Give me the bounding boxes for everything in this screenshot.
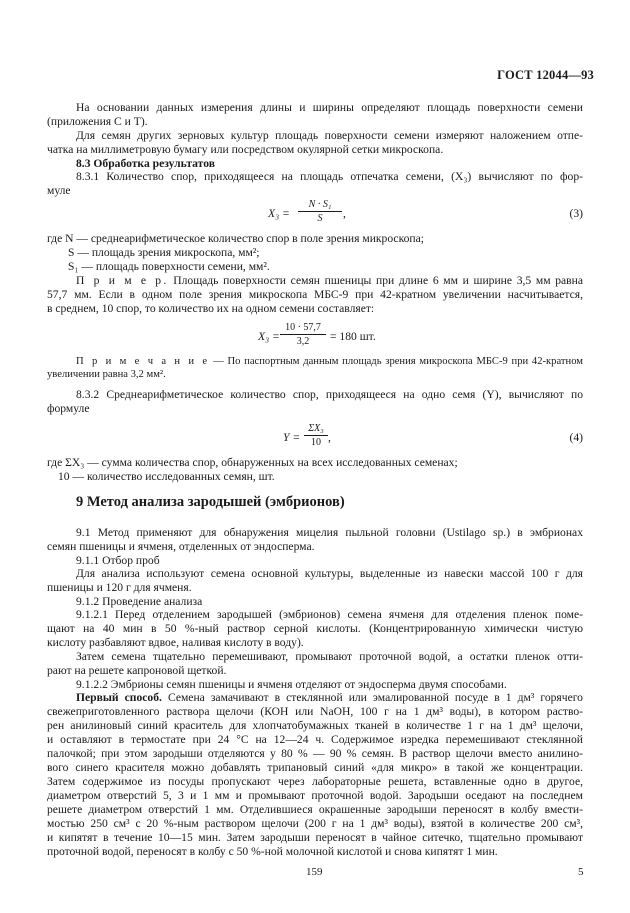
note-line: [76, 355, 583, 368]
paragraph-line: (приложения С и Т).: [47, 115, 148, 128]
formula-fraction: [280, 322, 326, 347]
formula-tail: ,: [343, 207, 346, 220]
method-text: Семена замачивают в стеклянной или эмалированной посуде в 1 дм³ горячего: [161, 691, 583, 704]
section-heading: 8.3 Обработка результатов: [76, 157, 215, 170]
paragraph-line: формуле: [47, 402, 90, 415]
example-line: [76, 274, 583, 287]
paragraph-line: 9.1 Метод применяют для обнаружения мицелия пыльной головни (Ustilago sp.) в эмбрионах: [76, 526, 583, 539]
subsection-heading: 9.1.2 Проведение анализа: [76, 595, 203, 608]
equation-number: (4): [569, 431, 583, 444]
fraction-denominator: 10: [311, 437, 321, 448]
example-line: 57,7 мм. Если в одном поле зрения микроскопа МБС-9 при 42-кратном увеличении насчитывается,: [47, 288, 583, 301]
formula-tail: ,: [328, 431, 331, 444]
paragraph-line: свежеприготовленного раствора щелочи (КОН или NaOH, 100 г на 1 дм³ воды), в котором раство-: [47, 705, 583, 718]
paragraph-line: чатка на миллиметровую бумагу или посредством окулярной сетки микроскопа.: [47, 143, 444, 156]
formula-legend-line: где ΣX₃ — сумма количества спор, обнаруженных на всех исследованных семенах;: [47, 456, 458, 469]
formula-lhs: Y =: [283, 431, 301, 444]
page-number-right: 5: [578, 866, 584, 878]
paragraph-line: [76, 691, 583, 704]
formula-legend-line: S — площадь зрения микроскопа, мм²;: [68, 246, 260, 259]
paragraph-line: 9.1.2.2 Эмбрионы семян пшеницы и ячменя отделяют от эндосперма двумя способами.: [76, 678, 507, 691]
fraction-numerator: ΣX₃: [304, 423, 328, 436]
paragraph-line: палочкой; при этом зародыши отделяются у 80 % — 90 % семян. В раствор щелочи вместо анилино-: [47, 747, 583, 760]
subsection-heading: 9.1.1 Отбор проб: [76, 554, 160, 567]
paragraph-line: На основании данных измерения длины и ширины определяют площадь поверхности семени: [76, 101, 583, 114]
fraction-numerator: N · S₁: [298, 199, 342, 212]
formula-fraction: [298, 199, 342, 224]
paragraph-line: вого синего красителя можно добавлять трипановый синий «для микро» в такой же концентрации.: [47, 761, 583, 774]
paragraph-line: кислоту разбавляют вдвое, наливая кислоту в воду).: [47, 636, 304, 649]
formula-legend-line: 10 — количество исследованных семян, шт.: [58, 470, 275, 483]
paragraph-line: 8.3.2 Среднеарифметическое количество спор, приходящееся на одно семя (Y), вычисляют по: [76, 388, 583, 401]
example-label: П р и м е р.: [76, 274, 169, 287]
paragraph-line: и кипятят в течение 10—15 мин. Затем зародыши переносят в чайное ситечко, тщательно промывают: [47, 831, 583, 844]
formula-legend-line: где N — среднеарифметическое количество спор в поле зрения микроскопа;: [47, 232, 424, 245]
paragraph-line: пшеницы и 120 г для ячменя.: [47, 581, 192, 594]
note-label: П р и м е ч а н и е: [76, 356, 210, 367]
equation-number: (3): [569, 207, 583, 220]
fraction-denominator: S: [317, 213, 323, 224]
paragraph-line: диаметром отверстий 5, 3 и 1 мм и промывают проточной водой. Зародыши оседают на последнем: [47, 789, 583, 802]
formula-lhs: X₃ =: [258, 330, 280, 343]
paragraph-line: мостью 250 см³ с 20 %-ным раствором щелочи (200 г на 1 дм³ воды), взятой в количестве 200 см³,: [47, 817, 583, 830]
paragraph-line: Затем содержимое из посуды пропускают через лабораторные решета, вставленные одно в другое,: [47, 775, 583, 788]
paragraph-line: щают на 40 мин в 50 %-ный раствор серной кислоты. (Концентрированную химически чистую: [47, 622, 583, 635]
paragraph-line: рают на решете капроновой щеткой.: [47, 664, 227, 677]
paragraph-line: 8.3.1 Количество спор, приходящееся на площадь отпечатка семени, (X₃) вычисляют по фор-: [76, 170, 583, 183]
paragraph-line: решете диаметром отверстий 1 мм. Отделившиеся окрашенные зародыши переносят в колбу вмести-: [47, 803, 583, 816]
paragraph-line: и оставляют в термостате при 24 °С на 12—24 ч. Содержимое изредка перемешивают стеклянной: [47, 733, 583, 746]
example-line: в среднем, 10 спор, то количество их на одном семени составляет:: [47, 302, 375, 315]
paragraph-line: Для семян других зерновых культур площадь поверхности семени измеряют наложением отпе-: [76, 129, 583, 142]
paragraph-line: 9.1.2.1 Перед отделением зародышей (эмбрионов) семена ячменя для отделения пленок поме-: [76, 608, 583, 621]
paragraph-line: проточной водой, переносят в колбу с 50 %-ной молочной кислотой и снова кипятят 1 мин.: [47, 845, 498, 858]
formula-fraction: [304, 423, 328, 448]
formula-legend-line: S₁ — площадь поверхности семени, мм².: [68, 260, 270, 273]
note-line: увеличении равна 3,2 мм².: [47, 369, 166, 380]
paragraph-line: Затем семена тщательно перемешивают, промывают проточной водой, а остатки пленок отти-: [76, 650, 583, 663]
section-heading: 9 Метод анализа зародышей (эмбрионов): [76, 494, 345, 510]
fraction-numerator: 10 · 57,7: [280, 322, 326, 335]
example-text: Площадь поверхности семян пшеницы при длине 6 мм и ширине 3,5 мм равна: [168, 274, 583, 287]
method-label: Первый способ.: [76, 691, 162, 704]
paragraph-line: рен анилиновый синий краситель для хлопчатобумажных тканей в количестве 1 г на 1 дм³ щелочи,: [47, 719, 583, 732]
paragraph-line: семян пшеницы и ячменя, отделенных от эндосперма.: [47, 540, 315, 553]
standard-header: ГОСТ 12044—93: [497, 68, 594, 82]
formula-lhs: X₃ =: [268, 207, 290, 220]
fraction-denominator: 3,2: [296, 336, 310, 347]
note-text: — По паспортным данным площадь зрения микроскопа МБС-9 при 42-кратном: [209, 356, 583, 367]
formula-tail: = 180 шт.: [330, 330, 376, 343]
paragraph-line: Для анализа используют семена основной культуры, выделенные из навески массой 100 г для: [76, 567, 583, 580]
page-number-center: 159: [306, 866, 323, 878]
paragraph-line: муле: [47, 184, 71, 197]
